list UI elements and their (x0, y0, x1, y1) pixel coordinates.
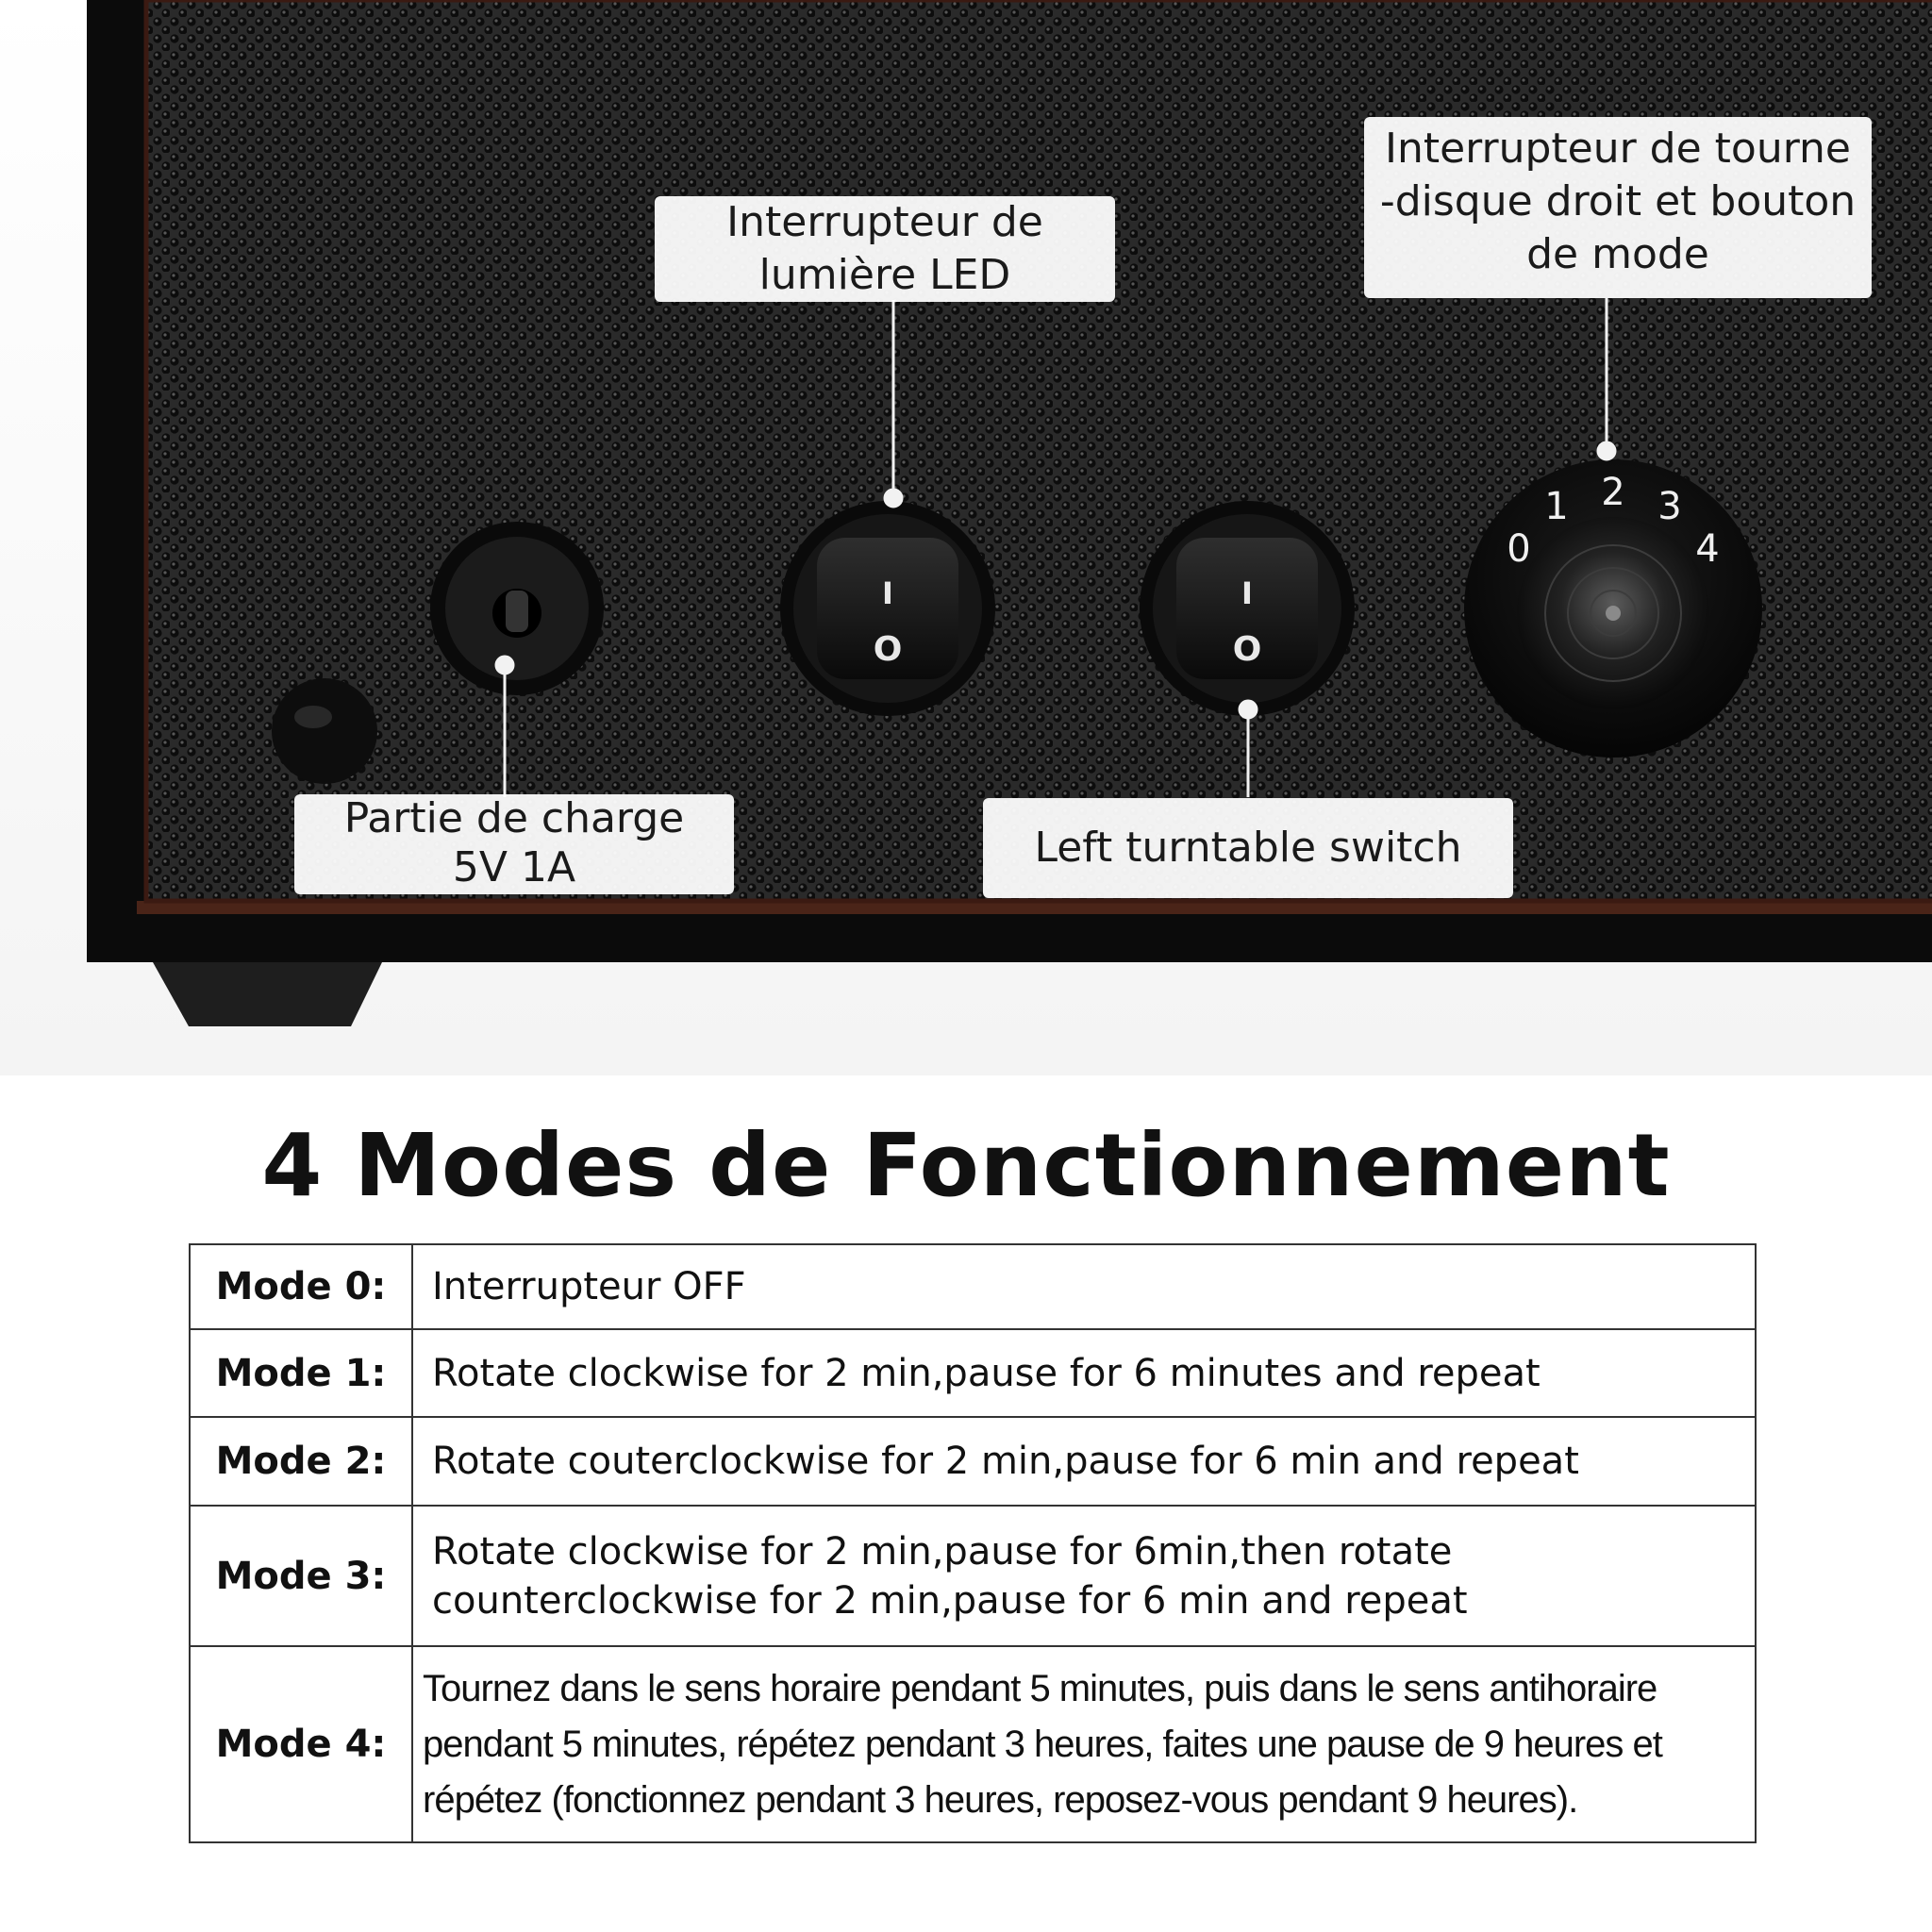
dial-number-1: 1 (1544, 485, 1569, 528)
mode-label: Mode 2: (190, 1417, 412, 1506)
mode-description: Rotate clockwise for 2 min,pause for 6 minutes and repeat (412, 1329, 1756, 1417)
mode-description: Rotate clockwise for 2 min,pause for 6min,then rotate counterclockwise for 2 min,pause for 6 min and repeat (412, 1506, 1756, 1646)
mode-description: Rotate couterclockwise for 2 min,pause for 6 min and repeat (412, 1417, 1756, 1506)
table-row (190, 1329, 1756, 1417)
svg-text:O: O (873, 630, 903, 669)
table-row (190, 1506, 1756, 1646)
page-title: 4 Modes de Fonctionnement (261, 1115, 1671, 1216)
table-row (190, 1417, 1756, 1506)
mode-description: Tournez dans le sens horaire pendant 5 minutes, puis dans le sens antihoraire pendant 5 minutes, répétez pendant 3 heures, faites une pause de 9 heures et répétez (fonctionnez pendant 3 heures, reposez-vous pendant 9 heures). (412, 1646, 1756, 1842)
svg-text:I: I (882, 575, 893, 611)
dial-number-0: 0 (1507, 527, 1531, 571)
callout-charging-port: Partie de charge 5V 1A (294, 794, 734, 894)
modes-section (0, 1075, 1932, 1932)
mode-label: Mode 4: (190, 1646, 412, 1842)
led-rocker-switch (780, 501, 995, 716)
mode-description: Interrupteur OFF (412, 1244, 1756, 1329)
mode-label: Mode 3: (190, 1506, 412, 1646)
dial-number-4: 4 (1695, 527, 1720, 571)
table-row (190, 1646, 1756, 1842)
dial-number-2: 2 (1601, 471, 1625, 514)
svg-text:I: I (1241, 575, 1253, 611)
dial-number-3: 3 (1657, 485, 1682, 528)
mode-label: Mode 1: (190, 1329, 412, 1417)
table-row (190, 1244, 1756, 1329)
mode-dial (1464, 459, 1762, 758)
mode-label: Mode 0: (190, 1244, 412, 1329)
callout-right-turntable-mode-switch: Interrupteur de tourne -disque droit et bouton de mode (1364, 117, 1872, 298)
modes-table (189, 1243, 1757, 1843)
indicator-button (272, 678, 377, 784)
cabinet-foot (153, 962, 382, 1026)
left-turntable-rocker-switch (1140, 501, 1355, 716)
svg-text:O: O (1232, 630, 1262, 669)
callout-left-turntable-switch: Left turntable switch (983, 798, 1513, 898)
callout-led-switch: Interrupteur de lumière LED (655, 196, 1115, 302)
